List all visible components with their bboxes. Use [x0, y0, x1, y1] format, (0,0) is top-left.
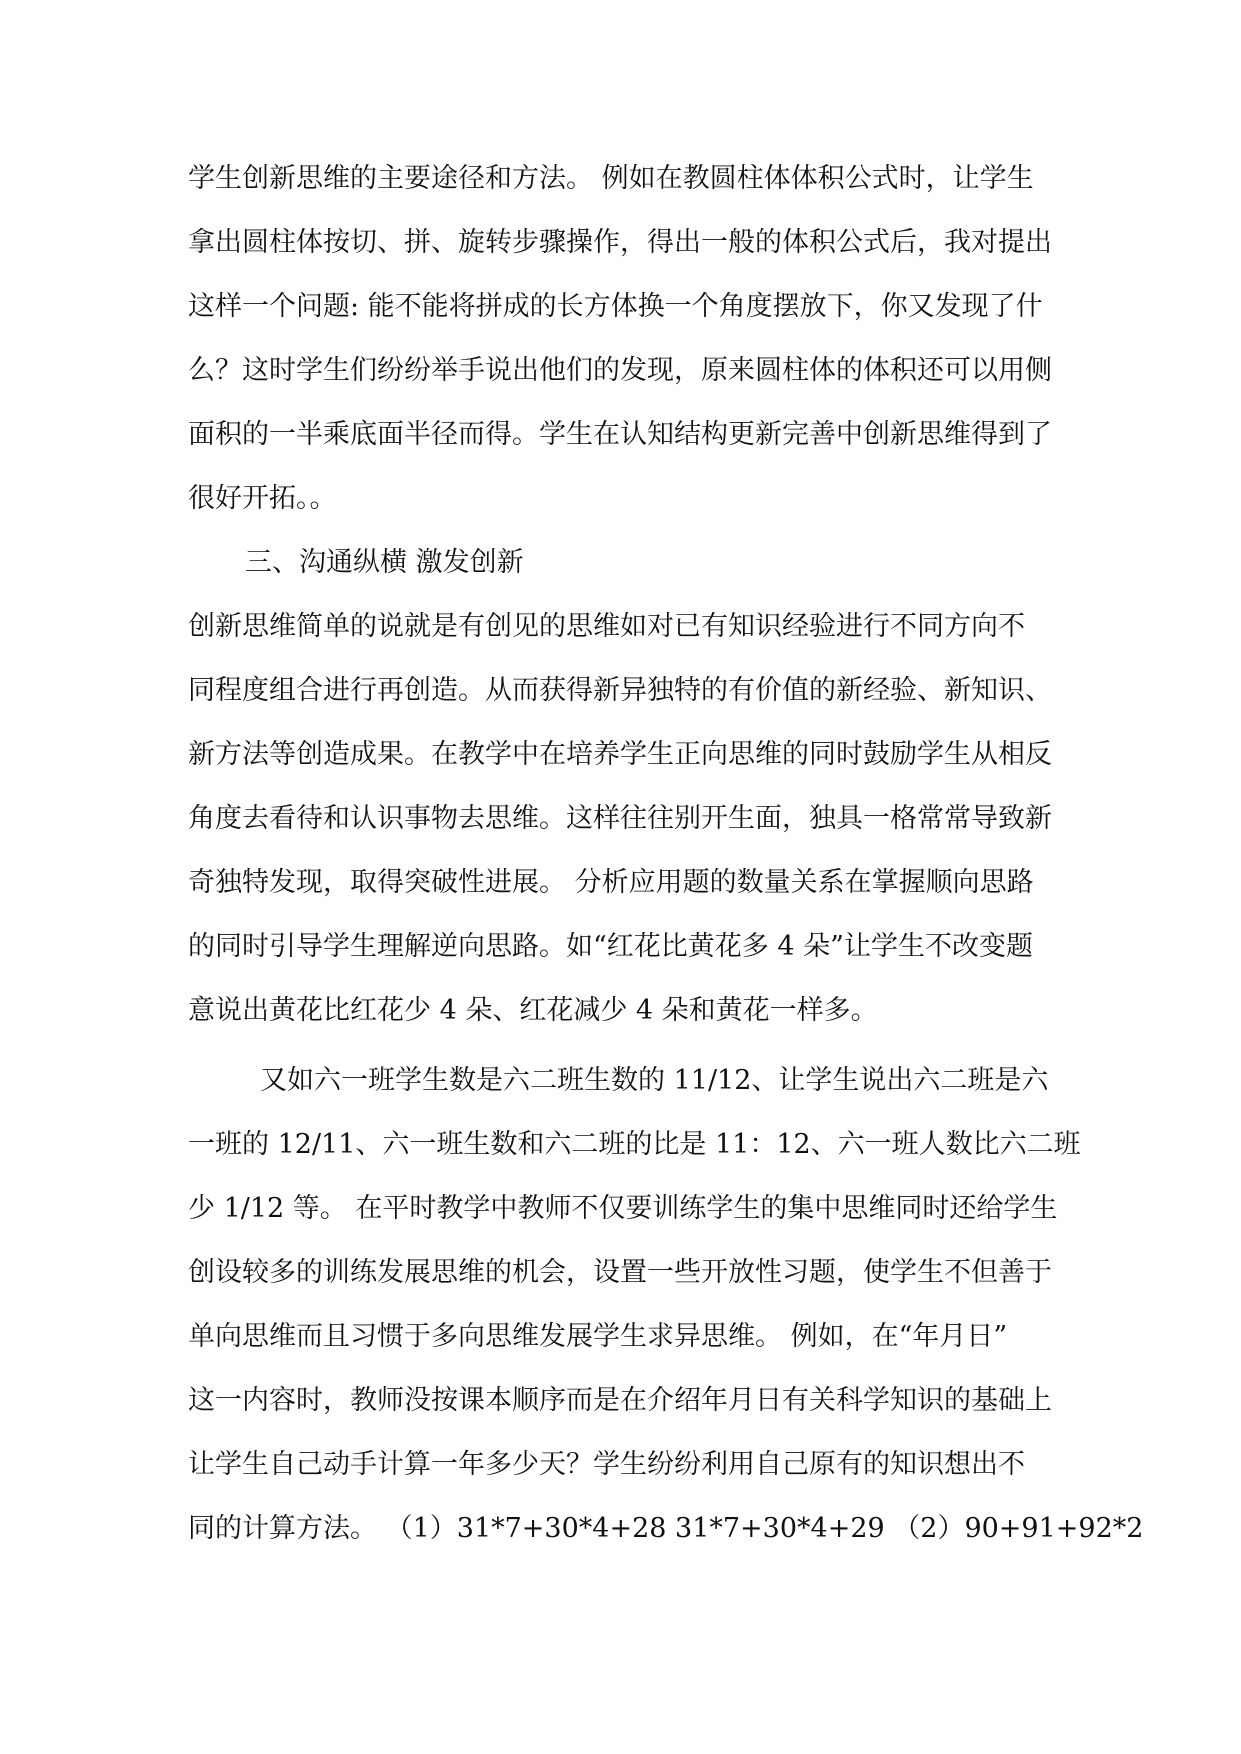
text-line: 么？这时学生们纷纷举手说出他们的发现，原来圆柱体的体积还可以用侧: [188, 355, 1052, 386]
text-line: 少 1/12 等。 在平时教学中教师不仅要训练学生的集中思维同时还给学生: [188, 1193, 1058, 1224]
text-line: 同程度组合进行再创造。从而获得新异独特的有价值的新经验、新知识、: [188, 675, 1052, 706]
text-line: 创设较多的训练发展思维的机会，设置一些开放性习题，使学生不但善于: [188, 1257, 1052, 1288]
text-line: 角度去看待和认识事物去思维。这样往往别开生面，独具一格常常导致新: [188, 803, 1052, 834]
text-line: 的同时引导学生理解逆向思路。如“红花比黄花多 4 朵”让学生不改变题: [188, 931, 1033, 962]
text-line: 又如六一班学生数是六二班生数的 11/12、让学生说出六二班是六: [260, 1065, 1049, 1096]
text-line: 同的计算方法。 （1）31*7+30*4+28 31*7+30*4+29 （2）90+91+92*2: [188, 1513, 1144, 1544]
document-body: [188, 160, 1144, 1574]
section-heading: 三、沟通纵横 激发创新: [245, 547, 524, 578]
text-line: 这样一个问题: 能不能将拼成的长方体换一个角度摆放下，你又发现了什: [188, 291, 1043, 322]
text-line: 一班的 12/11、六一班生数和六二班的比是 11：12、六一班人数比六二班: [188, 1129, 1081, 1160]
text-line: 单向思维而且习惯于多向思维发展学生求异思维。 例如，在“年月日”: [188, 1321, 1008, 1352]
text-line: 让学生自己动手计算一年多少天？学生纷纷利用自己原有的知识想出不: [188, 1449, 1025, 1480]
text-line: 很好开拓。。: [188, 483, 337, 514]
text-line: 这一内容时，教师没按课本顺序而是在介绍年月日有关科学知识的基础上: [188, 1385, 1052, 1416]
text-line: 面积的一半乘底面半径而得。学生在认知结构更新完善中创新思维得到了: [188, 419, 1052, 450]
text-line: 学生创新思维的主要途径和方法。 例如在教圆柱体体积公式时，让学生: [188, 163, 1034, 194]
text-line: 创新思维简单的说就是有创见的思维如对已有知识经验进行不同方向不: [188, 611, 1025, 642]
text-line: 拿出圆柱体按切、拼、旋转步骤操作，得出一般的体积公式后，我对提出: [188, 227, 1052, 258]
text-line: 新方法等创造成果。在教学中在培养学生正向思维的同时鼓励学生从相反: [188, 739, 1052, 770]
text-line: 奇独特发现，取得突破性进展。 分析应用题的数量关系在掌握顺向思路: [188, 867, 1034, 898]
text-line: 意说出黄花比红花少 4 朵、红花减少 4 朵和黄花一样多。: [188, 995, 878, 1026]
